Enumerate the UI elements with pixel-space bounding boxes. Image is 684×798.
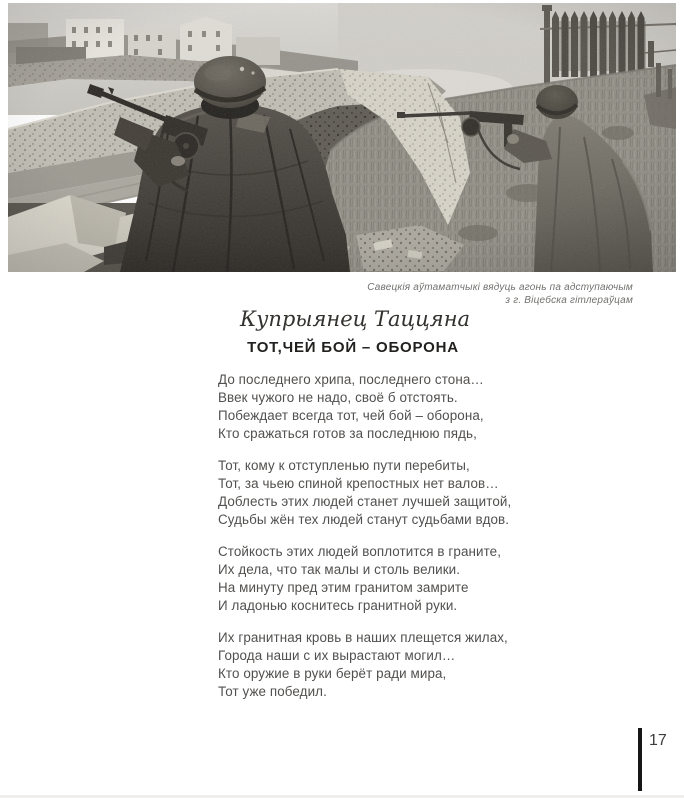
poem-line: Побеждает всегда тот, чей бой – оборона, [218,408,484,423]
poem-line: Города наши с их вырастают могил… [218,648,456,663]
page-number-bar [638,728,642,791]
poem-line: Тот уже победил. [218,684,327,699]
poem-line: Тот, за чьею спиной крепостных нет валов… [218,476,499,491]
poem-line: Судьбы жён тех людей станут судьбами вдов. [218,512,510,527]
poem-line: Кто оружие в руки берёт ради мира, [218,666,447,681]
photo-caption [367,282,633,307]
photo-caption-line: Савецкія аўтаматчыкі вядуць агонь па адступаючым [367,282,633,293]
poem-stanza [218,371,511,443]
page-number: 17 [649,732,667,749]
poem-line: Кто сражаться готов за последнюю пядь, [218,426,477,441]
poem-title: ТОТ,ЧЕЙ БОЙ – ОБОРОНА [247,339,459,356]
poem-line: На минуту пред этим гранитом замрите [218,580,469,595]
author-name: Купрыянец Таццяна [239,307,471,331]
poem-stanza [218,543,511,615]
poem-line: До последнего хрипа, последнего стона… [218,372,484,387]
poem-line: Их гранитная кровь в наших плещется жилах, [218,630,508,645]
war-photo [8,3,676,272]
poem-line: Доблесть этих людей станет лучшей защитой, [218,494,512,509]
poem-line: И ладонью коснитесь гранитной руки. [218,598,458,613]
poem-line: Стойкость этих людей воплотится в граните, [218,544,502,559]
poem-line: Тот, кому к отступленью пути перебиты, [218,458,470,473]
photo-caption-line: з г. Віцебска гітлераўцам [505,294,633,306]
poem-line: Ввек чужого не надо, своё б отстоять. [218,390,458,405]
poem-stanza [218,457,511,529]
poem-line: Их дела, что так малы и столь велики. [218,562,461,577]
poem [218,371,511,715]
poem-stanza [218,629,511,701]
